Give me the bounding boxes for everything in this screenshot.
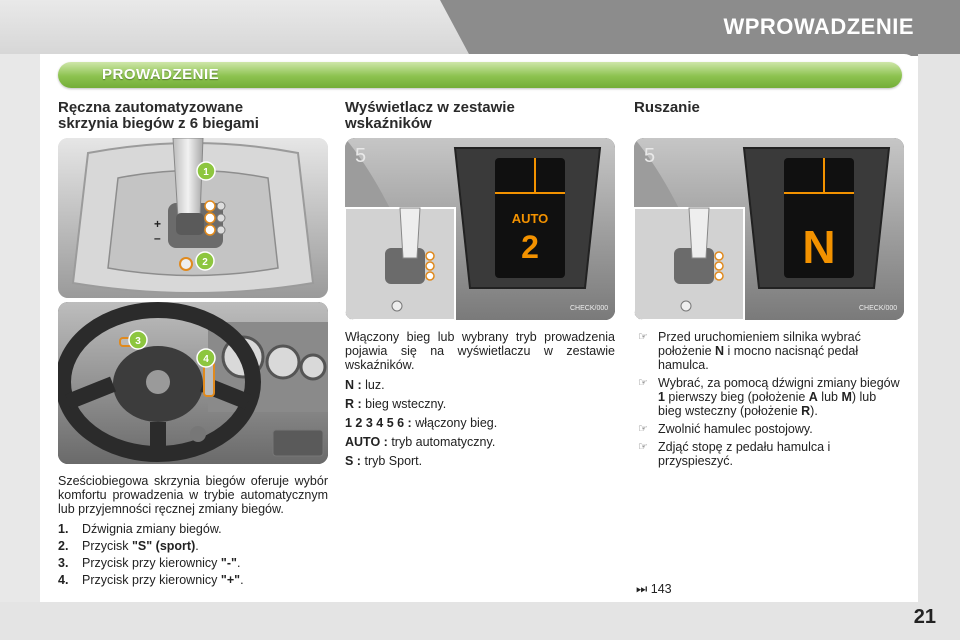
header-tab-slant [440,0,470,56]
arrow-right-icon: ☞ [638,377,648,389]
gauge-number: 5 [355,145,367,167]
list-item: 2. Przycisk "S" (sport). [58,539,199,553]
page-reference-number: 143 [650,582,672,596]
display-gear: 2 [521,229,539,265]
steering-wheel-photo [58,302,328,464]
bullet-item: ☞ Zdjąć stopę z pedału hamulca i przyspieszyć. [638,440,831,468]
fast-forward-icon: ⏭ [636,582,648,596]
bullet-item: ☞ Wybrać, za pomocą dźwigni zmiany biegów 1 pierwszy bieg (położenie A lub M) lub bieg wsteczny (położenie R). [638,376,900,418]
col1-title-line2: skrzynia biegów z 6 biegami [58,115,259,132]
def-item: N : luz. [345,378,385,392]
section-banner [58,62,902,88]
def-item: 1 2 3 4 5 6 : włączony bieg. [345,416,498,430]
frame-left [0,54,40,640]
cluster-display-auto-illustration [345,138,615,320]
bullet-item: ☞ Zwolnić hamulec postojowy. [638,422,813,436]
def-item: R : bieg wsteczny. [345,397,447,411]
gate-plus-label: + [154,217,162,231]
col1-title [58,100,328,132]
gate-minus-label: – [154,231,161,245]
steering-wheel-illustration [58,302,328,464]
list-item: 1. Dźwignia zmiany biegów. [58,522,222,536]
display-mode: AUTO [511,211,549,226]
col1-text [58,474,328,590]
callout-3: 3 [135,336,141,347]
gear-selector-illustration [58,138,328,298]
frame-bottom [0,602,960,640]
col1-intro: Sześciobiegowa skrzynia biegów oferuje wybór komfortu prowadzenia w trybie automatycznym lub przyjemności ręcznej zmiany biegów. [58,474,328,516]
def-item: S : tryb Sport. [345,454,423,468]
def-item: AUTO : tryb automatyczny. [345,435,496,449]
gear-selector-photo [58,138,328,298]
arrow-right-icon: ☞ [638,441,648,453]
list-item: 4. Przycisk przy kierownicy "+". [58,573,244,587]
col2-text [345,330,615,473]
display-gear: N [802,221,836,273]
frame-right [918,54,960,640]
callout-4: 4 [203,354,209,365]
callout-2: 2 [202,257,208,268]
display-code: CHECK/000 [570,305,609,312]
bullet-item: ☞ Przed uruchomieniem silnika wybrać położenie N i mocno nacisnąć pedał hamulca. [638,330,861,372]
col2-title-line1: Wyświetlacz w zestawie [345,99,515,116]
col1-title-line1: Ręczna zautomatyzowane [58,99,244,116]
display-code: CHECK/000 [859,305,898,312]
gauge-number: 5 [644,145,656,167]
col2-intro: Włączony bieg lub wybrany tryb prowadzenia pojawia się na wyświetlaczu w zestawie wskaźników. [345,330,615,372]
list-item: 3. Przycisk przy kierownicy "-". [58,556,241,570]
cluster-display-neutral-illustration [634,138,904,320]
arrow-right-icon: ☞ [638,423,648,435]
section-banner-title: PROWADZENIE [102,66,220,83]
cluster-display-neutral-photo [634,138,904,320]
page-reference[interactable] [636,582,672,597]
col3-text [634,330,902,472]
page-header-title: WPROWADZENIE [723,14,914,39]
callout-1: 1 [203,167,209,178]
cluster-display-auto-photo [345,138,615,320]
col3-title: Ruszanie [634,99,700,116]
col2-title [345,100,615,132]
arrow-right-icon: ☞ [638,331,648,343]
col2-title-line2: wskaźników [345,115,432,132]
page-number: 21 [913,606,936,628]
